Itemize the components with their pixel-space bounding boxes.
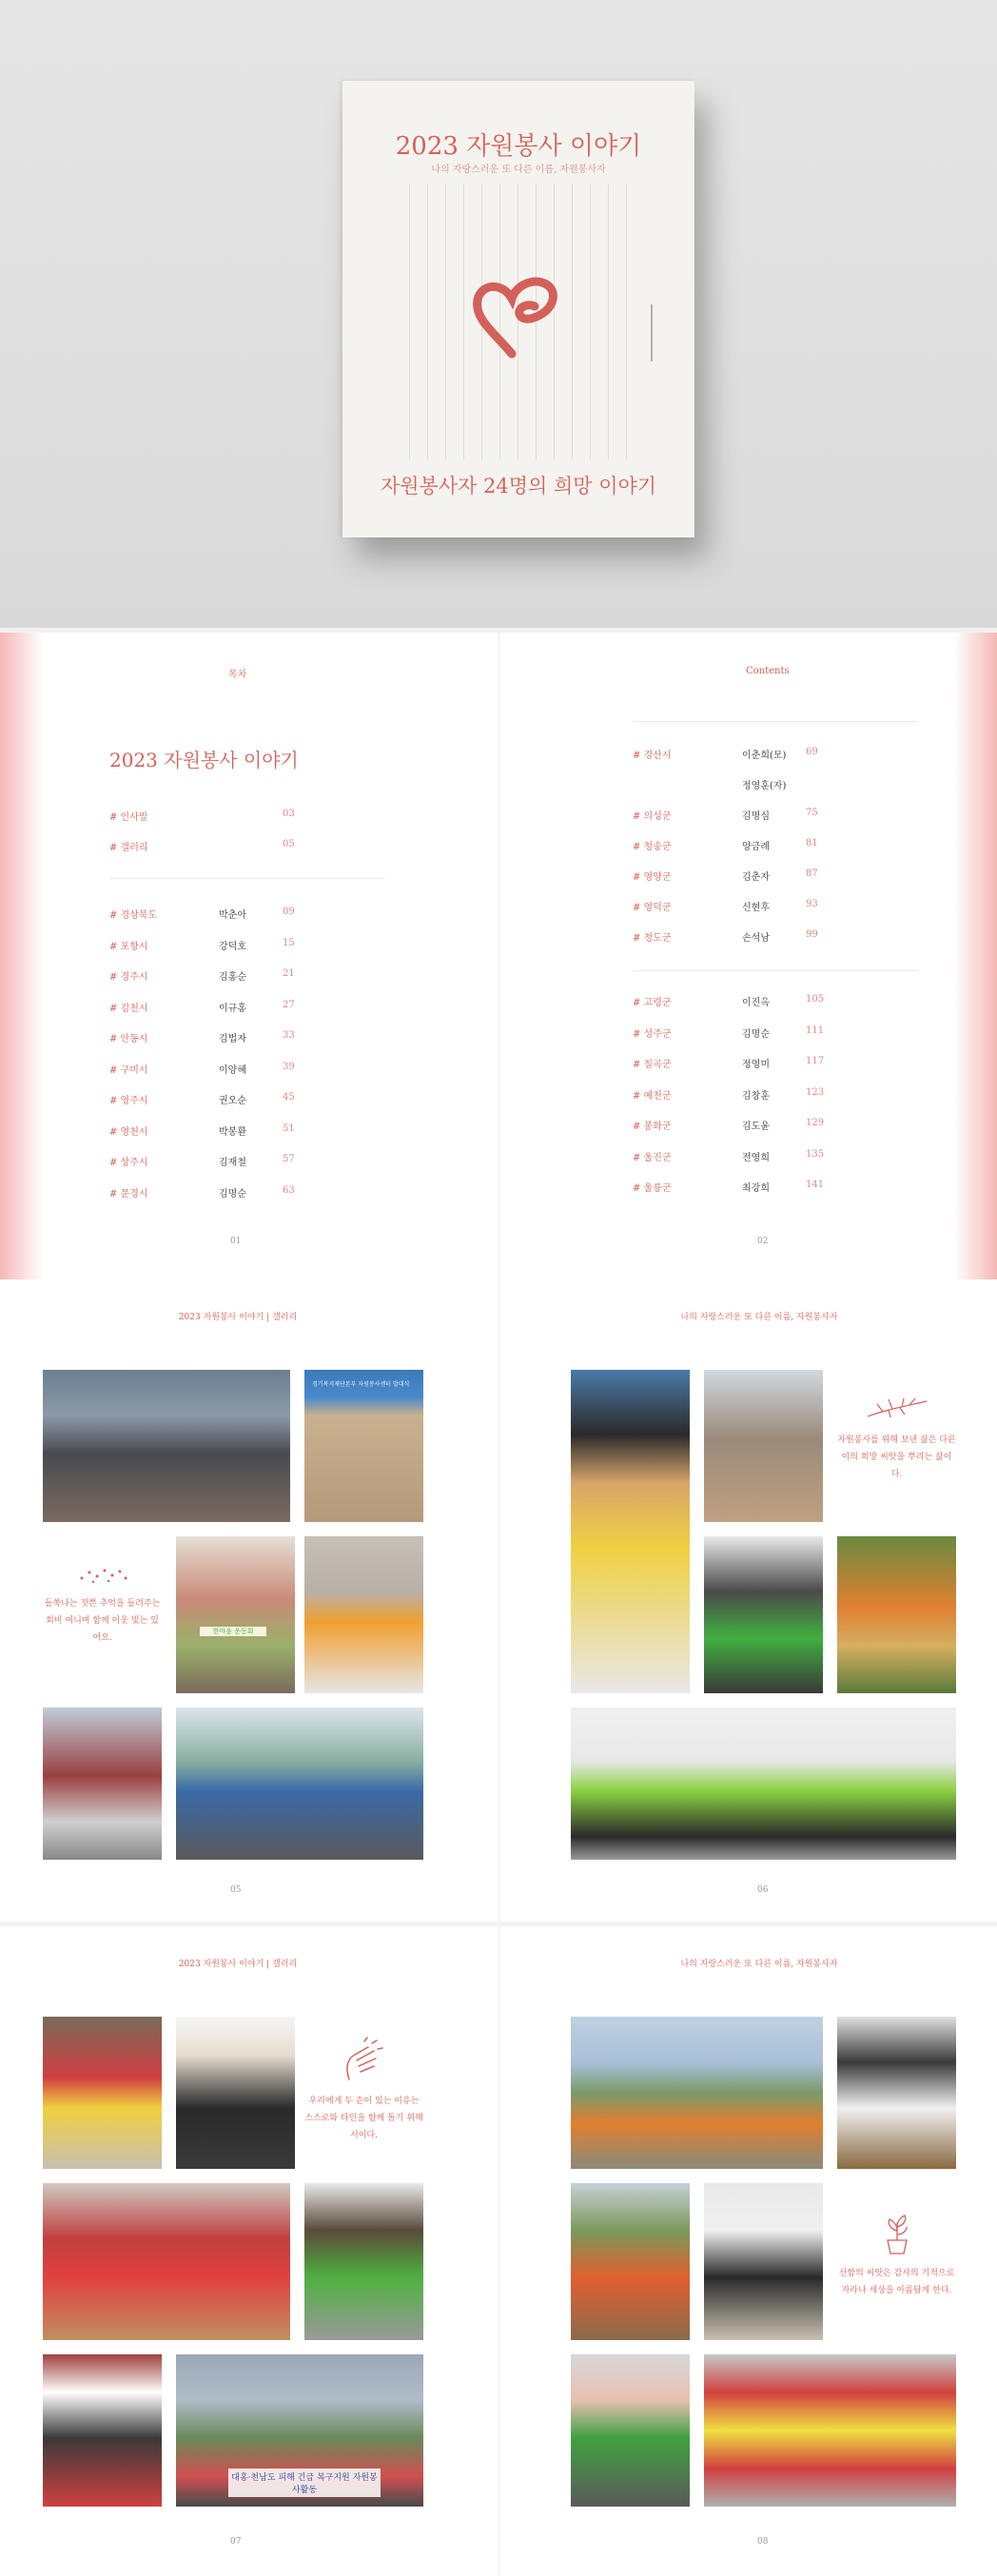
photo-drum-performance bbox=[837, 2017, 956, 2169]
toc-region: # 김천시 bbox=[109, 1003, 148, 1014]
toc-region: # 구미시 bbox=[109, 1064, 148, 1076]
toc-entry[interactable] bbox=[109, 809, 395, 828]
toc-region: # 영덕군 bbox=[633, 903, 672, 913]
book-cover-mockup bbox=[0, 0, 997, 628]
quote-text: 들쑥나는 짓쁜 추억을 들려주는 회비 여니며 함께 이웃 빛는 있어요. bbox=[44, 1599, 161, 1643]
page-fold bbox=[498, 633, 499, 1279]
toc-entry[interactable] bbox=[633, 1087, 975, 1106]
toc-page: 27 bbox=[283, 999, 295, 1010]
toc-page: 69 bbox=[806, 747, 818, 757]
page-number: 02 bbox=[757, 1237, 769, 1246]
photo-award-portrait bbox=[176, 2017, 295, 2169]
toc-region: # 청도군 bbox=[633, 933, 672, 944]
toc-volunteer-name: 이춘희(모) bbox=[742, 751, 787, 761]
cover-title: 2023 자원봉사 이야기 bbox=[395, 132, 642, 161]
plant-pot-icon bbox=[878, 2212, 916, 2255]
toc-volunteer-name: 김명심 bbox=[742, 811, 770, 822]
gallery-spread-2 bbox=[0, 1926, 997, 2576]
toc-region: # 영주시 bbox=[109, 1096, 148, 1106]
toc-volunteer-name: 최강희 bbox=[742, 1183, 770, 1194]
photo-woodwork bbox=[704, 1370, 823, 1522]
toc-header-left: 목차 bbox=[228, 670, 247, 680]
toc-volunteer-name: 권오순 bbox=[219, 1096, 246, 1106]
toc-entry[interactable] bbox=[633, 1149, 975, 1168]
gallery-header-right: 나의 자랑스러운 또 다른 이름, 자원봉사자 bbox=[680, 1960, 838, 1969]
toc-volunteer-name: 김명순 bbox=[219, 1188, 246, 1200]
toc-volunteer-name: 손석남 bbox=[742, 933, 770, 944]
toc-volunteer-name: 박봉환 bbox=[219, 1126, 246, 1138]
gallery-quote bbox=[837, 2212, 956, 2299]
toc-entry[interactable] bbox=[633, 868, 975, 888]
toc-region: # 칠곡군 bbox=[633, 1060, 672, 1070]
toc-entry[interactable] bbox=[109, 1030, 452, 1049]
toc-page: 09 bbox=[283, 907, 295, 917]
branch-icon bbox=[864, 1394, 930, 1422]
toc-volunteer-name: 김창훈 bbox=[742, 1090, 770, 1102]
gallery-header-right: 나의 자랑스러운 또 다른 이름, 자원봉사자 bbox=[680, 1313, 838, 1322]
toc-volunteer-name: 이진옥 bbox=[742, 998, 770, 1008]
toc-region: # 포항시 bbox=[109, 941, 148, 952]
photo-walking-group bbox=[176, 1708, 423, 1860]
toc-region: # 영천시 bbox=[109, 1126, 148, 1138]
cover-subtitle: 나의 자랑스러운 또 다른 이름, 자원봉사자 bbox=[431, 165, 606, 175]
gallery-header-left: 2023 자원봉사 이야기 | 갤러리 bbox=[178, 1313, 298, 1322]
toc-region: # 봉화군 bbox=[633, 1122, 672, 1132]
toc-volunteer-name: 김명순 bbox=[742, 1028, 770, 1040]
toc-volunteer-name: 이규홍 bbox=[219, 1003, 246, 1014]
toc-page: 123 bbox=[806, 1086, 825, 1098]
toc-entry[interactable] bbox=[633, 1118, 975, 1137]
toc-region: # 성주군 bbox=[633, 1028, 672, 1040]
photo-green-vest-woman bbox=[571, 2354, 690, 2507]
toc-entry[interactable] bbox=[109, 839, 395, 858]
toc-entry[interactable] bbox=[633, 929, 975, 948]
quote-text: 우리에게 두 손이 있는 이유는 스스로와 타인을 함께 돕기 위해서이다. bbox=[304, 2097, 423, 2140]
toc-volunteer-name: 정영미 bbox=[742, 1060, 770, 1070]
toc-page: 105 bbox=[806, 994, 825, 1005]
photo-field-work bbox=[837, 1536, 956, 1693]
toc-volunteer-name: 전영희 bbox=[742, 1152, 770, 1163]
page-number: 08 bbox=[757, 2537, 769, 2547]
toc-entry[interactable] bbox=[109, 1123, 452, 1142]
banner-text: 대홍·천남도 피해 긴급 복구지원 자원봉사활동 bbox=[228, 2469, 381, 2497]
toc-page: 81 bbox=[806, 838, 818, 849]
banner-text: 경기복지재단본부 자원봉사센터 발대식 bbox=[312, 1381, 410, 1388]
toc-volunteer-name: 양금례 bbox=[742, 842, 770, 852]
toc-entry[interactable] bbox=[633, 747, 975, 766]
toc-entry[interactable] bbox=[109, 907, 452, 926]
toc-page: 57 bbox=[283, 1154, 295, 1164]
page-number: 01 bbox=[230, 1237, 242, 1246]
publisher-logo bbox=[651, 304, 666, 361]
toc-page: 03 bbox=[283, 809, 295, 819]
page-fold bbox=[498, 1926, 499, 2576]
photo-chef-cooking bbox=[704, 2183, 823, 2340]
toc-region: # 경상북도 bbox=[109, 910, 158, 921]
gallery-spread-1 bbox=[0, 1279, 997, 1922]
photo-group-volunteers bbox=[43, 1370, 290, 1522]
toc-page: 45 bbox=[283, 1092, 295, 1103]
toc-title: 2023 자원봉사 이야기 bbox=[109, 749, 299, 771]
toc-volunteer-name: 김춘자 bbox=[742, 872, 770, 883]
toc-entry[interactable] bbox=[633, 1180, 975, 1199]
sign-text: 한마음 운동회 bbox=[200, 1627, 266, 1636]
toc-page: 135 bbox=[806, 1148, 825, 1160]
toc-page: 51 bbox=[283, 1122, 295, 1134]
toc-page: 75 bbox=[806, 808, 818, 818]
toc-entry[interactable] bbox=[633, 777, 975, 796]
toc-entry[interactable] bbox=[633, 1025, 975, 1044]
table-of-contents-spread bbox=[0, 633, 997, 1279]
toc-page: 141 bbox=[806, 1180, 825, 1190]
toc-region: # 상주시 bbox=[109, 1158, 148, 1168]
toc-region: # 영양군 bbox=[633, 872, 672, 883]
toc-volunteer-name: 강덕호 bbox=[219, 941, 246, 952]
quote-text: 선함의 씨앗은 감사의 기적으로 자라나 세상을 아름답게 한다. bbox=[838, 2269, 955, 2295]
toc-page: 129 bbox=[806, 1118, 825, 1128]
toc-region: # 고령군 bbox=[633, 998, 672, 1008]
toc-page: 111 bbox=[806, 1025, 825, 1036]
toc-entry[interactable] bbox=[109, 1185, 452, 1204]
divider bbox=[109, 878, 385, 879]
photo-ceremony bbox=[304, 1370, 423, 1522]
photo-shoveling bbox=[571, 2183, 690, 2340]
gallery-quote bbox=[304, 2036, 423, 2144]
toc-page: 33 bbox=[283, 1030, 295, 1041]
photo-flood-relief-group bbox=[176, 2354, 423, 2507]
toc-page: 15 bbox=[283, 937, 295, 948]
photo-volunteer-cleaning bbox=[571, 1370, 690, 1693]
toc-volunteer-name: 김홍순 bbox=[219, 972, 246, 983]
toc-region: # 경산시 bbox=[633, 751, 672, 761]
toc-volunteer-name: 김재철 bbox=[219, 1158, 246, 1168]
toc-entry[interactable] bbox=[633, 808, 975, 827]
toc-entry[interactable] bbox=[633, 838, 975, 857]
page-fold bbox=[498, 1279, 499, 1922]
toc-region: # 울진군 bbox=[633, 1152, 672, 1163]
photo-green-vests-group bbox=[571, 1708, 956, 1860]
toc-region: # 인사말 bbox=[109, 812, 148, 823]
page-edge-left bbox=[0, 633, 43, 1279]
photo-kimchi-making bbox=[43, 2183, 290, 2340]
photo-cooking bbox=[43, 1708, 162, 1860]
toc-entry[interactable] bbox=[633, 1056, 975, 1075]
toc-page: 93 bbox=[806, 899, 818, 909]
toc-volunteer-name: 신현후 bbox=[742, 903, 770, 913]
divider bbox=[633, 721, 918, 722]
toc-page: 63 bbox=[283, 1184, 295, 1196]
hand-icon bbox=[336, 2036, 393, 2083]
toc-page: 87 bbox=[806, 868, 818, 879]
toc-volunteer-name: 김도윤 bbox=[742, 1122, 770, 1132]
quote-text: 자원봉사를 위해 보낸 삶은 다른 이의 희망 씨앗을 뿌리는 삶이다. bbox=[837, 1435, 956, 1479]
divider bbox=[633, 970, 918, 971]
toc-entry[interactable] bbox=[109, 1062, 452, 1081]
toc-entry[interactable] bbox=[633, 899, 975, 918]
toc-page: 117 bbox=[806, 1056, 825, 1066]
page-number: 05 bbox=[230, 1885, 242, 1895]
photo-event-poster bbox=[43, 2354, 162, 2507]
toc-region: # 경주시 bbox=[109, 972, 148, 983]
toc-entry[interactable] bbox=[109, 1092, 452, 1111]
toc-volunteer-name: 박춘아 bbox=[219, 910, 246, 921]
gallery-quote bbox=[837, 1394, 956, 1483]
photo-green-vest-worker bbox=[304, 2183, 423, 2340]
heart-icon bbox=[466, 276, 561, 361]
photo-kitchen-service bbox=[704, 2354, 956, 2507]
toc-region: # 예천군 bbox=[633, 1090, 672, 1102]
toc-entry[interactable] bbox=[109, 1154, 452, 1173]
toc-volunteer-name: 이양혜 bbox=[219, 1064, 246, 1076]
gallery-quote bbox=[43, 1565, 162, 1647]
toc-region: # 청송군 bbox=[633, 842, 672, 852]
toc-volunteer-name: 김법자 bbox=[219, 1034, 246, 1044]
page-number: 07 bbox=[230, 2537, 242, 2547]
toc-page: 99 bbox=[806, 929, 818, 940]
toc-entry[interactable] bbox=[109, 938, 452, 957]
toc-entry[interactable] bbox=[633, 994, 975, 1013]
photo-kitchen-volunteers bbox=[43, 2017, 162, 2169]
toc-header-right: Contents bbox=[746, 666, 790, 676]
photo-roadside-cleanup bbox=[571, 2017, 823, 2169]
toc-region: # 울릉군 bbox=[633, 1183, 672, 1194]
toc-volunteer-name: 정영훈(자) bbox=[742, 781, 787, 791]
toc-page: 21 bbox=[283, 968, 295, 979]
toc-region: # 문경시 bbox=[109, 1188, 148, 1200]
cover-bottom-title: 자원봉사자 24명의 희망 이야기 bbox=[380, 475, 657, 498]
dots-icon bbox=[74, 1565, 131, 1586]
toc-page: 05 bbox=[283, 839, 295, 849]
gallery-header-left: 2023 자원봉사 이야기 | 갤러리 bbox=[178, 1960, 298, 1969]
photo-blood-donation bbox=[304, 1536, 423, 1693]
photo-campaign bbox=[176, 1536, 295, 1693]
photo-hoop-activity bbox=[704, 1536, 823, 1693]
toc-region: # 갤러리 bbox=[109, 843, 148, 853]
toc-region: # 안동시 bbox=[109, 1034, 148, 1044]
toc-entry[interactable] bbox=[109, 1000, 452, 1019]
toc-page: 39 bbox=[283, 1061, 295, 1072]
toc-region: # 의성군 bbox=[633, 811, 672, 822]
book bbox=[342, 81, 694, 537]
page-number: 06 bbox=[757, 1885, 769, 1895]
toc-entry[interactable] bbox=[109, 968, 452, 987]
